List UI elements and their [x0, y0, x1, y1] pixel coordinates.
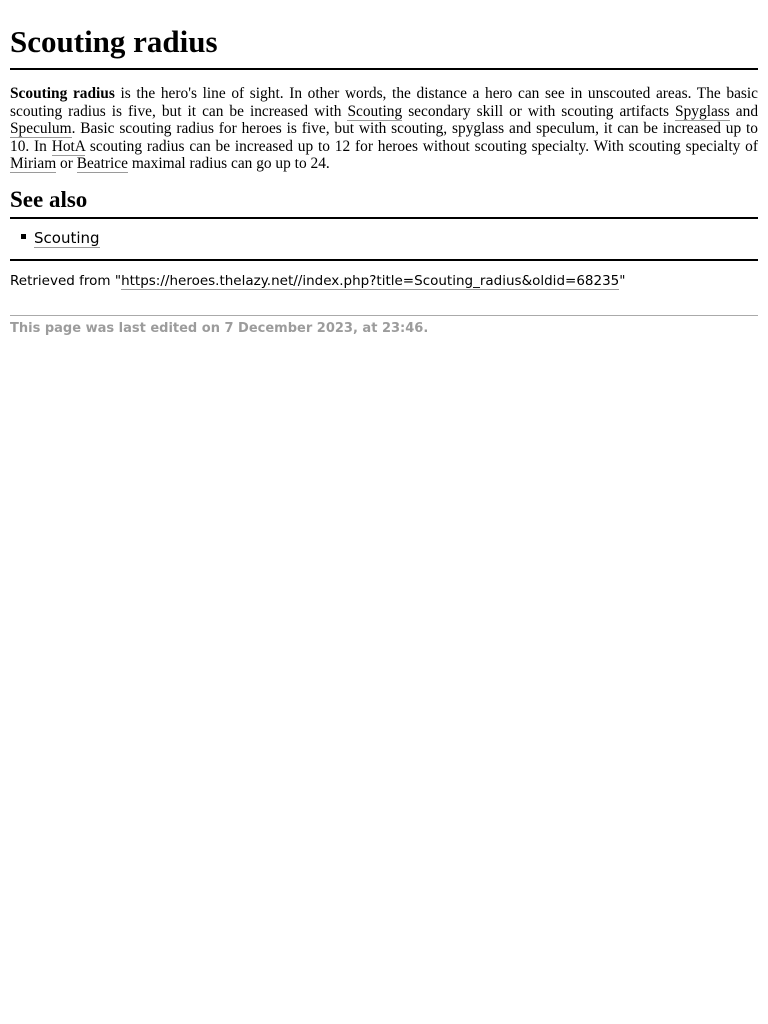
article-text-1: is the hero's line of sight. In other words, the distance a hero can see in unscouted areas. The basic scouting radius is five, but it can be increased with	[10, 85, 758, 120]
retrieved-from	[10, 273, 758, 303]
link-hota[interactable]: HotA	[51, 137, 86, 155]
retrieved-url-link[interactable]: https://heroes.thelazy.net//index.php?title=Scouting_radius&oldid=68235	[121, 272, 620, 289]
article-term: Scouting radius	[10, 85, 115, 102]
article-body	[10, 85, 758, 173]
bullet-icon	[21, 234, 26, 239]
see-also-list	[10, 219, 758, 261]
page-content	[10, 0, 758, 337]
list-item	[10, 229, 100, 247]
see-also-link-scouting[interactable]: Scouting	[34, 228, 100, 247]
last-edited-info: This page was last edited on 7 December 2023, at 23:46.	[10, 320, 429, 336]
link-scouting[interactable]: Scouting	[347, 102, 403, 120]
retrieved-suffix: "	[619, 272, 626, 289]
link-miriam[interactable]: Miriam	[10, 155, 57, 172]
link-spyglass[interactable]: Spyglass	[675, 102, 730, 120]
article-text-6: or	[56, 155, 77, 172]
page-title: Scouting radius	[10, 0, 758, 70]
article-text-5: scouting radius can be increased up to 12 for heroes without scouting specialty. With scouting specialty of	[85, 137, 758, 155]
retrieved-prefix: Retrieved from "	[10, 272, 122, 289]
article-text-2: secondary skill or with scouting artifacts	[402, 102, 676, 120]
article-text-4: . Basic scouting radius for heroes is five, but with scouting, spyglass and speculum, it can be increased up to 10. In	[10, 120, 758, 155]
link-beatrice[interactable]: Beatrice	[76, 155, 128, 172]
link-speculum[interactable]: Speculum	[10, 120, 72, 137]
article-text-7: maximal radius can go up to 24.	[127, 155, 330, 172]
see-also-heading: See also	[10, 187, 758, 219]
article-text-3: and	[729, 102, 759, 120]
footer-divider	[10, 315, 758, 316]
